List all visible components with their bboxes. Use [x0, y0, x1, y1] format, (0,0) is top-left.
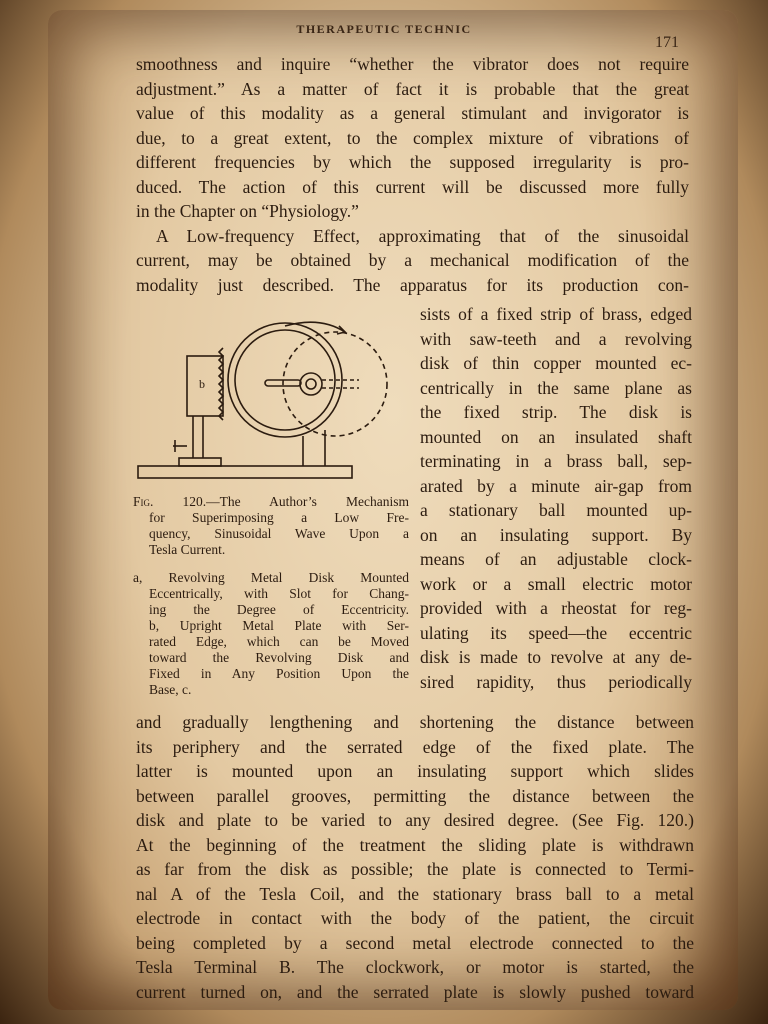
text-line: adjustment.” As a matter of fact it is probable that the great	[136, 78, 689, 99]
text-line: sists of a fixed strip of brass, edged	[420, 304, 692, 324]
text-line: mounted on an insulated shaft	[420, 426, 692, 447]
caption-line: Tesla Current.	[149, 542, 226, 557]
page-number: 171	[655, 34, 679, 51]
text-line: the fixed strip. The disk is	[420, 402, 692, 422]
text-line: modality just described. The apparatus for its production con-	[136, 274, 689, 295]
text-line: provided with a rheostat for reg-	[420, 598, 692, 618]
text-line: disk is made to revolve at any de-	[420, 647, 692, 667]
legend-line: a, Revolving Metal Disk Mounted	[133, 570, 409, 585]
legend-line: Fixed in Any Position Upon the	[149, 666, 409, 681]
text-line: disk and plate to be varied to any desired degree. (See Fig. 120.)	[136, 810, 694, 830]
caption-line: —The Author’s Mechanism	[206, 494, 409, 509]
text-line: centrically in the same plane as	[420, 377, 692, 398]
text-line: disk of thin copper mounted ec-	[420, 353, 692, 373]
legend-line: toward the Revolving Disk and	[149, 650, 409, 665]
mechanism-diagram	[135, 318, 410, 488]
text-line: between parallel grooves, permitting the distance between the	[136, 785, 694, 806]
text-line: work or a small electric motor	[420, 573, 692, 594]
text-line: At the beginning of the treatment the sliding plate is withdrawn	[136, 834, 694, 855]
text-line: value of this modality as a general stimulant and invigorator is	[136, 103, 689, 123]
figure-number: Fig. 120.	[133, 494, 207, 509]
legend-line: ing the Degree of Eccentricity.	[149, 602, 409, 617]
text-line: current turned on, and the serrated plate is slowly pushed toward	[136, 981, 694, 1002]
text-line: latter is mounted upon an insulating support which slides	[136, 761, 694, 781]
text-line: as far from the disk as possible; the plate is connected to Termi-	[136, 859, 694, 879]
caption-line: quency, Sinusoidal Wave Upon a	[149, 526, 409, 541]
right-column-text	[420, 302, 692, 694]
text-line: nal A of the Tesla Coil, and the stationary brass ball to a metal	[136, 883, 694, 904]
text-line: being completed by a second metal electrode connected to the	[136, 932, 694, 953]
main-text-top	[136, 52, 689, 297]
figure-legend	[133, 570, 409, 698]
main-text-bottom	[136, 710, 694, 1004]
figure-label-b: b	[199, 377, 205, 391]
figure-caption	[133, 494, 409, 558]
text-line: Tesla Terminal B. The clockwork, or motor is started, the	[136, 957, 694, 977]
text-line: different frequencies by which the supposed irregularity is pro-	[136, 152, 689, 172]
text-line: in the Chapter on “Physiology.”	[136, 201, 359, 221]
text-line: sired rapidity, thus periodically	[420, 671, 692, 692]
text-line: due, to a great extent, to the complex mixture of vibrations of	[136, 127, 689, 148]
text-line: smoothness and inquire “whether the vibrator does not require	[136, 54, 689, 74]
text-line: means of an adjustable clock-	[420, 549, 692, 569]
text-line: and gradually lengthening and shortening the distance between	[136, 712, 694, 732]
running-head: THERAPEUTIC TECHNIC	[296, 22, 472, 36]
legend-line: rated Edge, which can be Moved	[149, 634, 409, 649]
text-line: duced. The action of this current will be discussed more fully	[136, 176, 689, 197]
text-line: on an insulating support. By	[420, 524, 692, 545]
text-line: current, may be obtained by a mechanical modification of the	[136, 250, 689, 270]
legend-line: Eccentrically, with Slot for Chang-	[149, 586, 409, 601]
legend-line: Base, c.	[149, 682, 192, 697]
text-line: electrode in contact with the body of the patient, the circuit	[136, 908, 694, 928]
text-line: with saw-teeth and a revolving	[420, 328, 692, 349]
text-line: A Low-frequency Effect, approximating that of the sinusoidal	[156, 225, 689, 246]
legend-line: b, Upright Metal Plate with Ser-	[149, 618, 409, 633]
text-line: arated by a minute air-gap from	[420, 475, 692, 496]
text-line: its periphery and the serrated edge of the fixed plate. The	[136, 736, 694, 757]
figure-illustration	[135, 318, 410, 488]
caption-line: for Superimposing a Low Fre-	[149, 510, 409, 525]
text-line: ulating its speed—the eccentric	[420, 622, 692, 643]
text-line: a stationary ball mounted up-	[420, 500, 692, 520]
text-line: terminating in a brass ball, sep-	[420, 451, 692, 471]
base-plate	[138, 466, 352, 478]
